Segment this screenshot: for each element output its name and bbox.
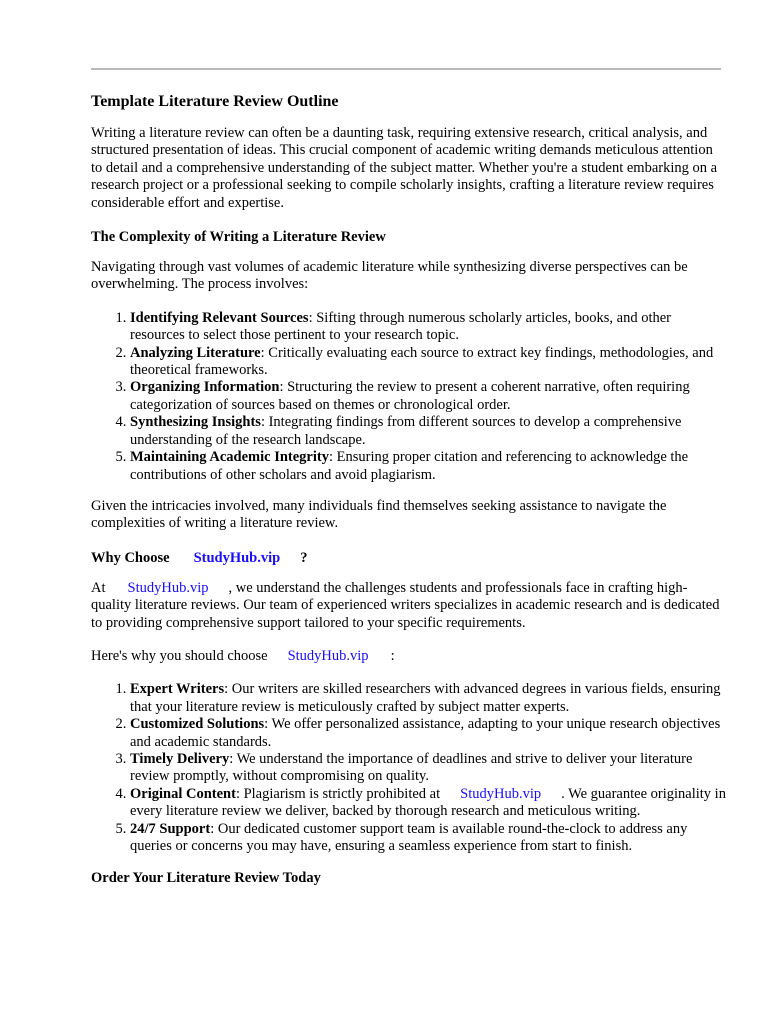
list-item-term: Analyzing Literature xyxy=(130,344,261,361)
why-paragraph xyxy=(91,580,727,632)
list-item xyxy=(130,310,727,345)
why-choose-heading xyxy=(91,549,727,567)
studyhub-link[interactable]: StudyHub.vip xyxy=(460,785,542,802)
list-item-term: Original Content xyxy=(130,785,236,802)
why-paragraph-at: At xyxy=(91,579,106,596)
complexity-closing: Given the intricacies involved, many individuals find themselves seeking assistance to navigate the complexities of writing a literature review. xyxy=(91,497,667,532)
list-item xyxy=(130,786,727,821)
here-why-text: Here's why you should choose xyxy=(91,647,268,664)
document-title: Template Literature Review Outline xyxy=(91,93,339,110)
list-item-term: Identifying Relevant Sources xyxy=(130,309,309,326)
list-item-term: Synthesizing Insights xyxy=(130,414,261,431)
list-item xyxy=(130,716,727,751)
list-item-term: Timely Delivery xyxy=(130,750,230,767)
here-why-paragraph xyxy=(91,648,727,665)
list-item xyxy=(130,345,727,380)
list-item-term: Maintaining Academic Integrity xyxy=(130,449,329,466)
process-list xyxy=(91,310,727,484)
why-choose-question-mark: ? xyxy=(300,549,308,566)
list-item xyxy=(130,751,727,786)
studyhub-link[interactable]: StudyHub.vip xyxy=(127,579,209,596)
list-item-term: 24/7 Support xyxy=(130,820,211,837)
document-content xyxy=(91,92,727,900)
list-item xyxy=(130,379,727,414)
list-item-text: . We guarantee originality in every literature review we deliver, backed by thorough research and meticulous writing. xyxy=(130,785,726,820)
list-item-text: : Our dedicated customer support team is available round-the-clock to address any queries or concerns you may have, ensuring a seamless experience from start to finish. xyxy=(130,820,688,854)
complexity-lead: Navigating through vast volumes of academic literature while synthesizing diverse perspectives can be overwhelming. The process involves: xyxy=(91,259,688,293)
why-paragraph-text: , we understand the challenges students and professionals face in crafting high-quality literature reviews. Our team of experienced writers specializes in academic research and is dedicated to providing comprehensive support tailored to your specific requirements. xyxy=(91,579,720,631)
list-item-text: : Integrating findings from different sources to develop a comprehensive understanding of the research landscape. xyxy=(130,414,682,448)
list-item-term: Organizing Information xyxy=(130,379,280,396)
list-item xyxy=(130,414,727,449)
list-item-text: : We offer personalized assistance, adapting to your unique research objectives and academic standards. xyxy=(130,716,721,750)
list-item-text: : We understand the importance of deadlines and strive to deliver your literature review promptly, without compromising on quality. xyxy=(130,750,693,785)
intro-paragraph: Writing a literature review can often be a daunting task, requiring extensive research, critical analysis, and structured presentation of ideas. This crucial component of academic writing demands meticulous attention to detail and a comprehensive understanding of the subject matter. Whether you're a student embarking on a research project or a professional seeking to compile scholarly insights, crafting a literature review requires considerable effort and expertise. xyxy=(91,125,718,211)
list-item-text: : Ensuring proper citation and referencing to acknowledge the contributions of other scholars and avoid plagiarism. xyxy=(130,449,689,483)
list-item-text: : Critically evaluating each source to extract key findings, methodologies, and theoretical frameworks. xyxy=(130,344,714,379)
why-choose-heading-text: Why Choose xyxy=(91,549,170,566)
list-item-text: : Plagiarism is strictly prohibited at xyxy=(235,785,441,802)
reasons-list xyxy=(91,681,727,855)
list-item xyxy=(130,449,727,484)
list-item-term: Expert Writers xyxy=(130,681,225,698)
order-heading: Order Your Literature Review Today xyxy=(91,870,321,887)
studyhub-link[interactable]: StudyHub.vip xyxy=(287,647,369,664)
list-item xyxy=(130,821,727,856)
complexity-heading: The Complexity of Writing a Literature Review xyxy=(91,229,386,246)
list-item-text: : Sifting through numerous scholarly articles, books, and other resources to select those pertinent to your research topic. xyxy=(130,309,672,344)
studyhub-link[interactable]: StudyHub.vip xyxy=(193,549,281,566)
here-why-colon: : xyxy=(390,647,395,664)
list-item xyxy=(130,681,727,716)
list-item-text: : Structuring the review to present a coherent narrative, often requiring categorization of sources based on themes or chronological order. xyxy=(130,379,690,413)
top-divider xyxy=(91,68,721,70)
list-item-text: : Our writers are skilled researchers with advanced degrees in various fields, ensuring that your literature review is meticulously crafted by subject matter experts. xyxy=(130,681,721,715)
list-item-term: Customized Solutions xyxy=(130,716,265,733)
